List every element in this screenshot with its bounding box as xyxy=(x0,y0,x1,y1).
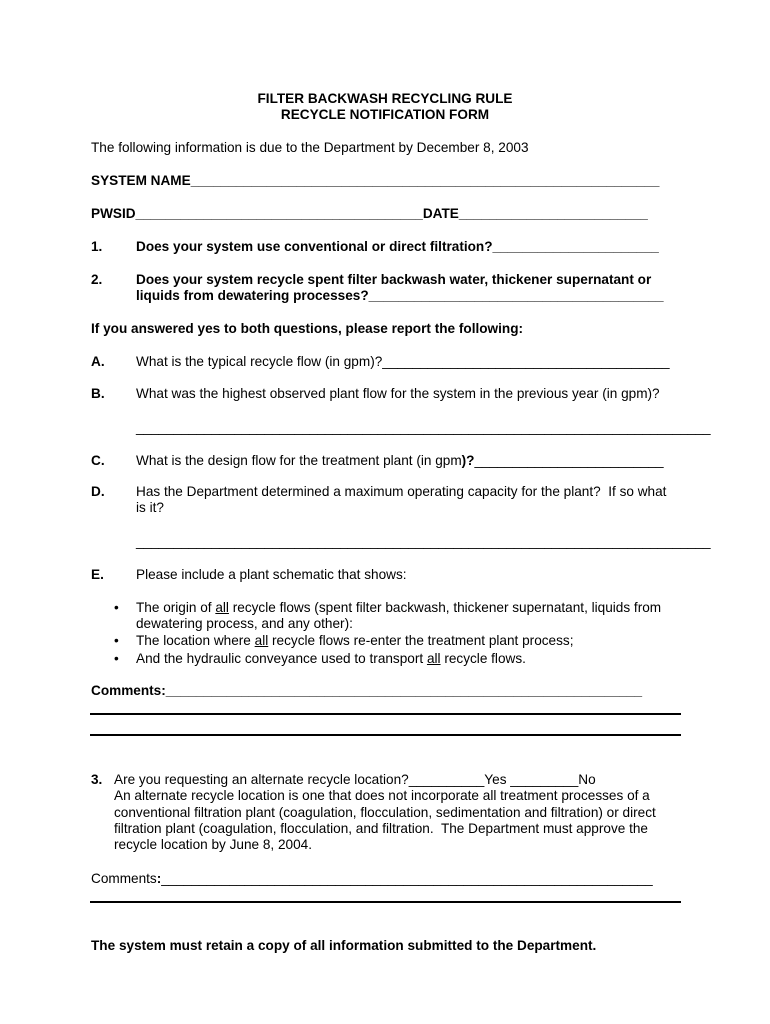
bullet-item-1-cont: dewatering process, and any other): xyxy=(136,616,353,631)
bullet-icon: • xyxy=(114,651,119,666)
question-b-text: What was the highest observed plant flow for the system in the previous year (in gpm)? xyxy=(136,386,660,401)
system-name-field[interactable]: SYSTEM NAME______________________________________________________________ xyxy=(91,173,660,188)
question-d-label: D. xyxy=(91,484,105,499)
if-yes-instruction: If you answered yes to both questions, please report the following: xyxy=(91,321,524,336)
question-c-row[interactable] xyxy=(136,452,664,469)
bullet-item-2: The location where all recycle flows re-enter the treatment plant process; xyxy=(136,633,574,648)
question-c-blank[interactable]: _________________________ xyxy=(474,453,664,468)
question-c-label: C. xyxy=(91,453,105,468)
question-c-text-bold: )? xyxy=(461,453,475,468)
question-b-answer-line[interactable]: ____________________________________________________________________________ xyxy=(136,420,711,435)
question-e-text: Please include a plant schematic that shows: xyxy=(136,567,407,582)
question-1-number: 1. xyxy=(91,239,103,254)
question-3-line1[interactable]: Are you requesting an alternate recycle location?__________Yes _________No xyxy=(114,772,596,787)
question-a-label: A. xyxy=(91,354,105,369)
question-3-number: 3. xyxy=(91,772,103,787)
comments-1-field[interactable]: Comments:_______________________________________________________________ xyxy=(91,683,643,698)
form-title-line1: FILTER BACKWASH RECYCLING RULE xyxy=(257,91,513,106)
question-a-text[interactable]: What is the typical recycle flow (in gpm)?______________________________________ xyxy=(136,354,670,369)
form-title-line2: RECYCLE NOTIFICATION FORM xyxy=(280,107,490,122)
comments-2-rule[interactable] xyxy=(90,901,681,903)
question-3-line4: filtration plant (coagulation, flocculation, and filtration. The Department must approve the xyxy=(114,821,648,836)
bullet-item-3: And the hydraulic conveyance used to transport all recycle flows. xyxy=(136,651,526,666)
comments-1-rule-1[interactable] xyxy=(90,713,681,715)
question-c-text: What is the design flow for the treatment plant (in gpm xyxy=(136,453,462,468)
bullet-icon: • xyxy=(114,633,119,648)
question-b-label: B. xyxy=(91,386,105,401)
question-d-answer-line[interactable]: ____________________________________________________________________________ xyxy=(136,534,711,549)
retain-copy-notice: The system must retain a copy of all information submitted to the Department. xyxy=(91,938,597,953)
comments-1-rule-2[interactable] xyxy=(90,734,681,736)
question-e-label: E. xyxy=(91,567,104,582)
bullet-item-1: The origin of all recycle flows (spent filter backwash, thickener supernatant, liquids from xyxy=(136,600,662,615)
question-3-line2: An alternate recycle location is one that does not incorporate all treatment processes of a xyxy=(114,788,650,803)
question-2-line1: Does your system recycle spent filter backwash water, thickener supernatant or xyxy=(136,272,652,287)
comments-2-field[interactable]: Comments:_________________________________________________________________ xyxy=(91,871,653,886)
question-2-number: 2. xyxy=(91,272,103,287)
question-d-line2: is it? xyxy=(136,500,164,515)
question-3-line5: recycle location by June 8, 2004. xyxy=(114,837,312,852)
question-2-line2[interactable]: liquids from dewatering processes?_______________________________________ xyxy=(136,288,664,303)
pwsid-date-field[interactable]: PWSID______________________________________DATE_________________________ xyxy=(91,206,648,221)
question-3-line3: conventional filtration plant (coagulation, flocculation, sedimentation and filtration) or direct xyxy=(114,805,656,820)
question-1-text[interactable]: Does your system use conventional or direct filtration?______________________ xyxy=(136,239,659,254)
bullet-icon: • xyxy=(114,600,119,615)
intro-text: The following information is due to the Department by December 8, 2003 xyxy=(91,140,529,155)
question-d-line1: Has the Department determined a maximum operating capacity for the plant? If so what xyxy=(136,484,667,499)
